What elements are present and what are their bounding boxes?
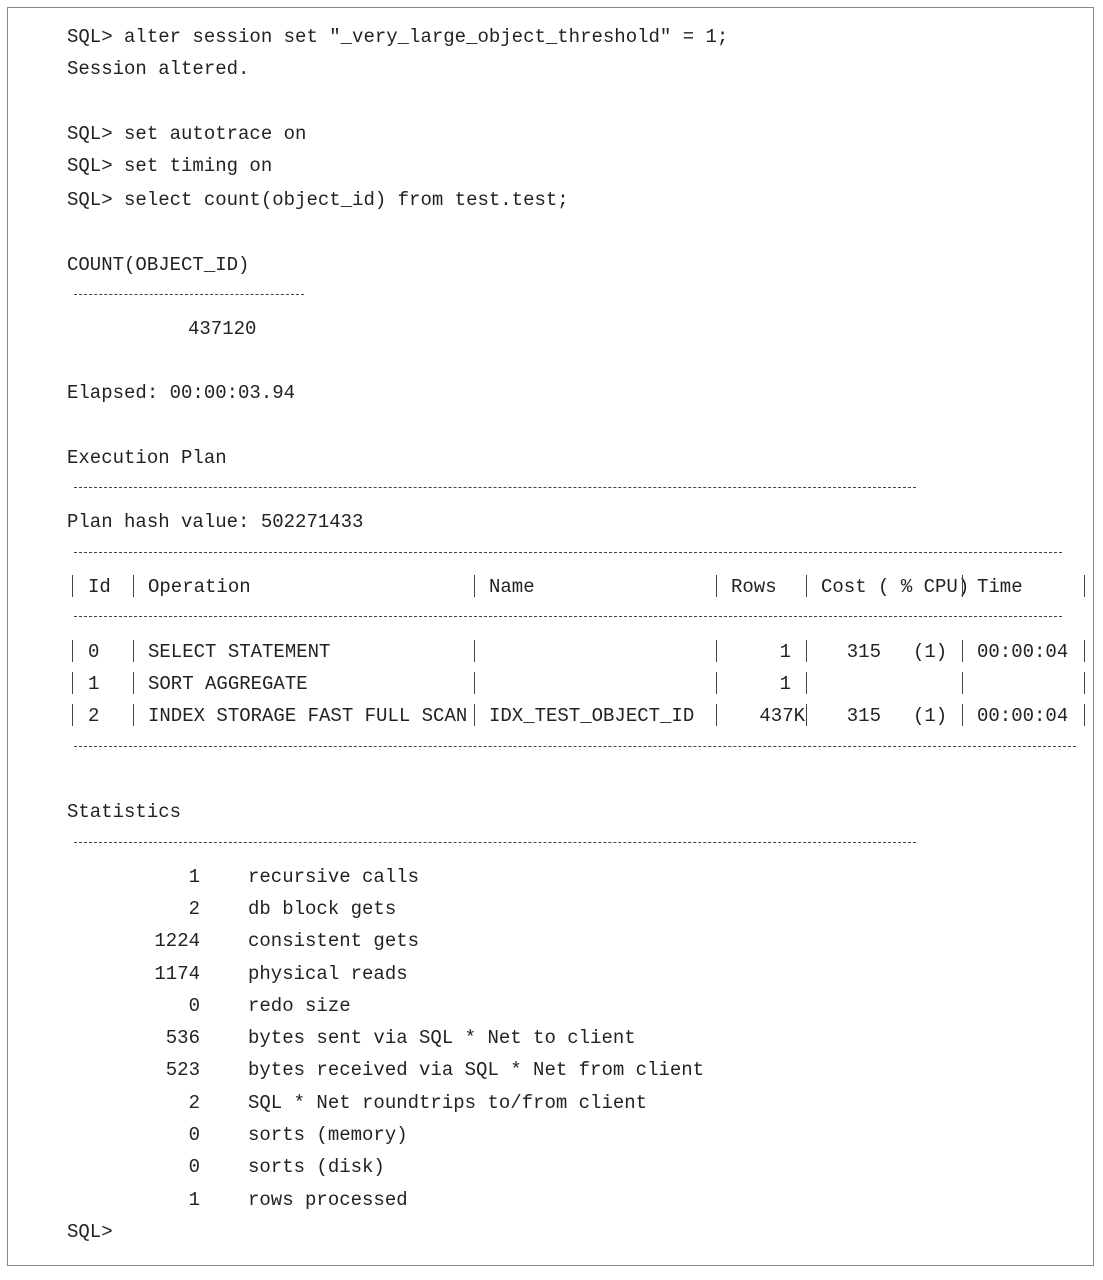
statistic-label: bytes sent via SQL * Net to client	[248, 1027, 636, 1049]
column-separator	[806, 575, 807, 597]
column-header-time: Time	[977, 576, 1023, 598]
column-separator	[474, 672, 475, 694]
statistics-title: Statistics	[67, 801, 182, 823]
plan-row-time: 00:00:04	[977, 705, 1069, 727]
column-separator	[716, 640, 717, 662]
plan-row-time: 00:00:04	[977, 641, 1069, 663]
command-autotrace: SQL> set autotrace on	[67, 123, 307, 145]
statistic-value: 1	[188, 866, 200, 888]
column-separator	[716, 704, 717, 726]
column-separator	[133, 640, 134, 662]
plan-row-operation: SORT AGGREGATE	[148, 673, 308, 695]
column-separator	[806, 704, 807, 726]
statistics-divider	[74, 842, 916, 843]
statistic-value: 2	[188, 1092, 200, 1114]
plan-row-cpu: (1)	[913, 705, 948, 727]
statistic-label: SQL * Net roundtrips to/from client	[248, 1092, 648, 1114]
column-separator	[133, 575, 134, 597]
statistic-value: 536	[165, 1027, 200, 1049]
execution-plan-title: Execution Plan	[67, 447, 227, 469]
plan-row-cost: 315	[846, 705, 881, 727]
result-divider	[74, 294, 304, 295]
statistic-value: 523	[165, 1059, 200, 1081]
column-separator	[72, 704, 73, 726]
plan-row-rows: 437K	[759, 705, 805, 727]
column-separator	[806, 640, 807, 662]
statistic-label: sorts (disk)	[248, 1156, 385, 1178]
statistic-label: physical reads	[248, 963, 408, 985]
plan-hash-value: Plan hash value: 502271433	[67, 511, 364, 533]
plan-table-top-border	[74, 552, 1062, 553]
column-separator	[1084, 672, 1085, 694]
statistic-label: redo size	[248, 995, 351, 1017]
column-separator	[806, 672, 807, 694]
statistic-value: 0	[188, 1156, 200, 1178]
column-separator	[1084, 704, 1085, 726]
column-separator	[962, 640, 963, 662]
column-separator	[962, 575, 963, 597]
plan-row-rows: 1	[779, 673, 791, 695]
plan-row-name: IDX_TEST_OBJECT_ID	[489, 705, 695, 727]
plan-table-bottom-border	[74, 746, 1076, 747]
column-header-id: Id	[88, 576, 111, 598]
column-separator	[474, 704, 475, 726]
plan-title-divider	[74, 487, 916, 488]
final-sql-prompt: SQL>	[67, 1221, 113, 1243]
column-header-rows: Rows	[731, 576, 777, 598]
column-header-name: Name	[489, 576, 535, 598]
statistic-label: rows processed	[248, 1189, 408, 1211]
column-separator	[474, 575, 475, 597]
command-select-count: SQL> select count(object_id) from test.test;	[67, 189, 569, 211]
elapsed-time: Elapsed: 00:00:03.94	[67, 382, 296, 404]
plan-row-id: 1	[88, 673, 100, 695]
statistic-label: consistent gets	[248, 930, 420, 952]
statistic-value: 1174	[154, 963, 200, 985]
statistic-value: 0	[188, 1124, 200, 1146]
statistic-label: sorts (memory)	[248, 1124, 408, 1146]
plan-row-operation: SELECT STATEMENT	[148, 641, 331, 663]
plan-row-id: 2	[88, 705, 100, 727]
statistic-label: recursive calls	[248, 866, 420, 888]
column-separator	[72, 672, 73, 694]
column-header-operation: Operation	[148, 576, 251, 598]
session-altered-text: Session altered.	[67, 58, 250, 80]
plan-row-id: 0	[88, 641, 100, 663]
column-header-cost: Cost ( % CPU)	[821, 576, 970, 598]
statistic-label: db block gets	[248, 898, 397, 920]
plan-row-cpu: (1)	[913, 641, 948, 663]
plan-row-rows: 1	[779, 641, 791, 663]
column-separator	[474, 640, 475, 662]
column-separator	[72, 575, 73, 597]
statistic-value: 1224	[154, 930, 200, 952]
column-separator	[72, 640, 73, 662]
command-timing: SQL> set timing on	[67, 155, 273, 177]
plan-row-operation: INDEX STORAGE FAST FULL SCAN	[148, 705, 468, 727]
column-separator	[962, 672, 963, 694]
result-column-header: COUNT(OBJECT_ID)	[67, 254, 250, 276]
plan-row-cost: 315	[846, 641, 881, 663]
column-separator	[716, 672, 717, 694]
statistic-value: 1	[188, 1189, 200, 1211]
statistic-label: bytes received via SQL * Net from client	[248, 1059, 705, 1081]
plan-header-divider	[74, 616, 1062, 617]
column-separator	[133, 672, 134, 694]
column-separator	[1084, 640, 1085, 662]
column-separator	[962, 704, 963, 726]
result-value: 437120	[188, 318, 257, 340]
statistic-value: 2	[188, 898, 200, 920]
column-separator	[133, 704, 134, 726]
column-separator	[1084, 575, 1085, 597]
command-alter-session: SQL> alter session set "_very_large_object_threshold" = 1;	[67, 26, 729, 48]
statistic-value: 0	[188, 995, 200, 1017]
column-separator	[716, 575, 717, 597]
